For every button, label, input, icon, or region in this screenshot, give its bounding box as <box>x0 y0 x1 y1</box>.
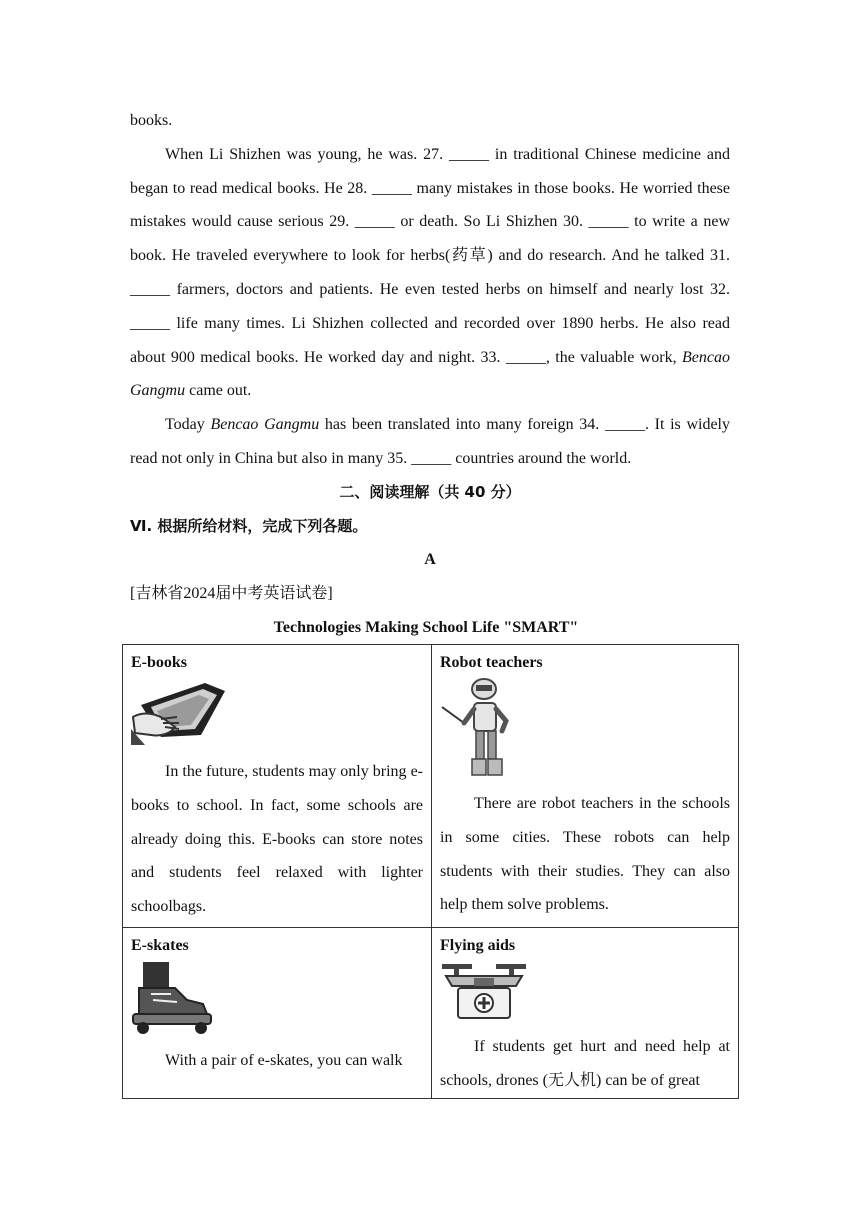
table-title: Technologies Making School Life "SMART" <box>273 618 579 636</box>
table-cell-e-skates <box>123 928 432 1099</box>
cell-text: With a pair of e-skates, you can walk <box>165 1052 403 1069</box>
cell-title: E-skates <box>131 937 189 954</box>
e-skate-icon <box>131 960 215 1036</box>
technology-table <box>122 644 739 1099</box>
table-cell-ebooks <box>123 645 432 928</box>
robot-icon <box>440 677 520 781</box>
cell-text: If students get hurt and need help at schools, drones (无人机) can be of great <box>440 1038 730 1089</box>
table-row <box>123 645 739 928</box>
passage-paragraph-2-start: Today <box>165 416 211 434</box>
section-heading: 二、阅读理解（共 40 分） <box>339 482 521 501</box>
passage-paragraph-1-text: When Li Shizhen was young, he was. 27. _____ in traditional Chinese medicine and began to read medical books. He 28. _____ many mistakes in those books. He worried these mistakes would cause serious 29. _____ or death. So Li Shizhen 30. _____ to write a new book. He traveled everywhere to look for herbs(药草) and do research. And he talked 31. _____ farmers, doctors and patients. He even tested herbs on himself and nearly lost 32. _____ life many times. Li Shizhen collected and recorded over 1890 herbs. He also read about 900 medical books. He worked day and night. 33. _____, the valuable work, <box>130 145 730 366</box>
book-title: Bencao Gangmu <box>210 416 320 434</box>
table-cell-flying-aids <box>432 928 739 1099</box>
table-cell-robot-teachers <box>432 645 739 928</box>
table-row <box>123 928 739 1099</box>
cell-title: Flying aids <box>440 937 516 954</box>
instruction: Ⅵ. 根据所给材料，完成下列各题。 <box>130 516 368 535</box>
passage-paragraph-1 <box>130 138 730 408</box>
passage-line-books: books. <box>130 112 173 129</box>
source-note: [吉林省2024届中考英语试卷] <box>130 585 333 603</box>
passage <box>130 104 730 645</box>
passage-paragraph-2-rest: has been translated into many foreign 34. _____. It is widely read not only in China but also in many 35. _____ countries around the world. <box>130 416 730 467</box>
cell-title: Robot teachers <box>440 654 543 671</box>
cell-text: In the future, students may only bring e-books to school. In fact, some schools are already doing this. E-books can store notes and students feel relaxed with lighter schoolbags. <box>131 763 423 916</box>
passage-paragraph-1-end: came out. <box>185 382 252 400</box>
drone-icon <box>440 960 528 1024</box>
cell-text: There are robot teachers in the schools in some cities. These robots can help students with their studies. They can also help them solve problems. <box>440 795 730 914</box>
cell-title: E-books <box>131 654 188 671</box>
tablet-hand-icon <box>131 677 227 745</box>
passage-paragraph-2 <box>130 408 730 476</box>
book-title: Bencao Gangmu <box>130 348 730 400</box>
part-label: A <box>424 551 436 569</box>
